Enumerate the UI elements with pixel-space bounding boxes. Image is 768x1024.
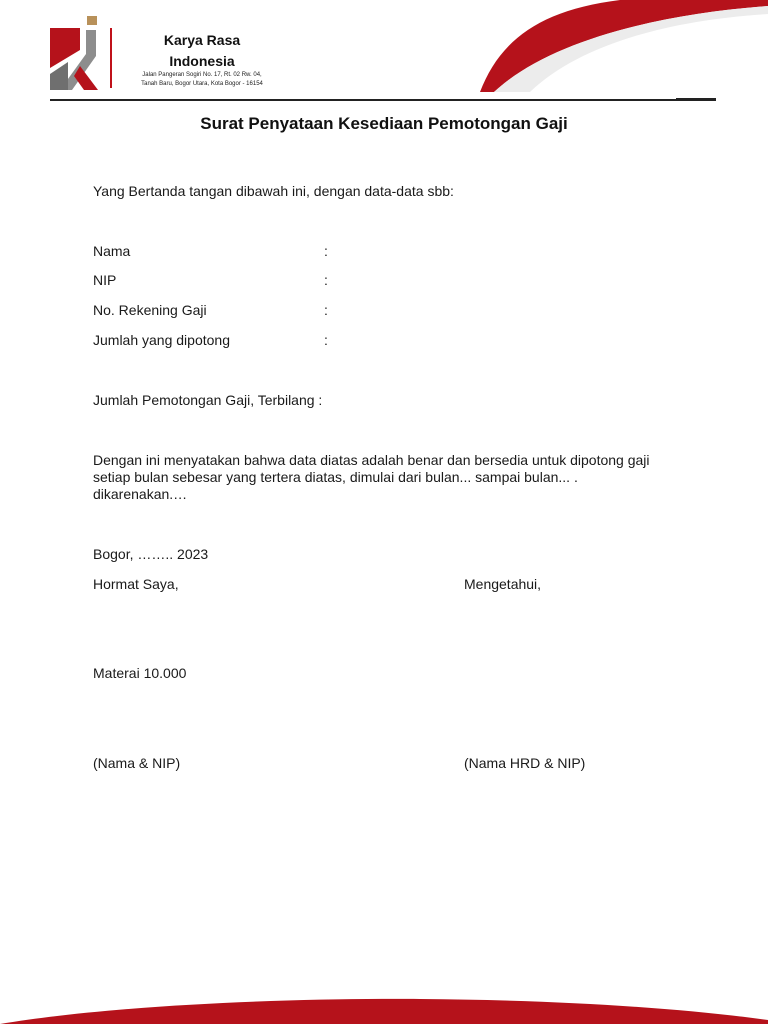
company-name [128, 30, 276, 72]
statement-line-3: dikarenakan.… [93, 486, 188, 502]
intro-text: Yang Bertanda tangan dibawah ini, dengan data-data sbb: [93, 183, 454, 199]
signature-name-left: (Nama & NIP) [93, 755, 181, 771]
statement-line-1: Dengan ini menyatakan bahwa data diatas adalah benar dan bersedia untuk dipotong gaji [93, 452, 650, 468]
signatory-right: Mengetahui, [464, 576, 542, 592]
stamp-note: Materai 10.000 [93, 665, 187, 681]
footer-swoosh-red [0, 999, 768, 1024]
company-address [122, 71, 282, 89]
company-name-line1: Karya Rasa [163, 32, 241, 48]
place-date: Bogor, …….. 2023 [93, 546, 209, 562]
statement-paragraph [93, 452, 683, 503]
field-label-rekening: No. Rekening Gaji [93, 302, 207, 318]
address-line2: Tanah Baru, Bogor Utara, Kota Bogor - 16154 [141, 81, 263, 87]
field-label-nama: Nama [93, 243, 131, 259]
field-separator-rekening: : [324, 302, 328, 318]
header-swoosh [470, 0, 768, 100]
signature-name-right: (Nama HRD & NIP) [464, 755, 586, 771]
amount-in-words-label: Jumlah Pemotongan Gaji, Terbilang : [93, 392, 323, 408]
header-rule [50, 99, 716, 101]
footer-swoosh [0, 990, 768, 1024]
field-separator-nip: : [324, 272, 328, 288]
field-separator-jumlah: : [324, 332, 328, 348]
company-logo [50, 16, 100, 90]
logo-red-block [50, 28, 80, 68]
field-separator-nama: : [324, 243, 328, 259]
address-line1: Jalan Pangeran Sogiri No. 17, Rt. 02 Rw. 04, [142, 72, 262, 78]
document-title: Surat Penyataan Kesediaan Pemotongan Gaji [200, 114, 568, 133]
signatory-left: Hormat Saya, [93, 576, 179, 592]
logo-divider [110, 28, 112, 88]
field-label-jumlah: Jumlah yang dipotong [93, 332, 230, 348]
company-name-line2: Indonesia [169, 53, 235, 69]
logo-gold-square [87, 16, 97, 25]
field-label-nip: NIP [93, 272, 117, 288]
statement-line-2: setiap bulan sebesar yang tertera diatas, dimulai dari bulan... sampai bulan... . [93, 469, 578, 485]
